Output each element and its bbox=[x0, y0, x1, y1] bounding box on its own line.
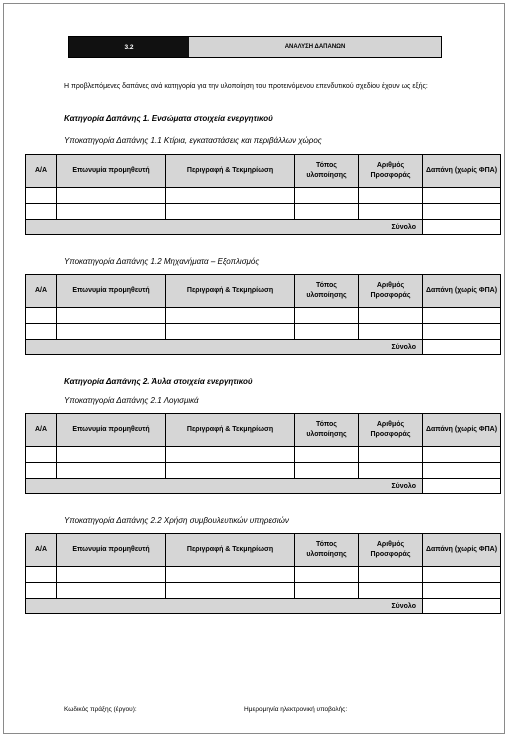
table-cell[interactable] bbox=[295, 308, 359, 324]
table-row bbox=[26, 188, 501, 204]
table-cell[interactable] bbox=[359, 308, 423, 324]
header-supplier: Επωνυμία προμηθευτή bbox=[57, 275, 166, 308]
header-offer-number: Αριθμός Προσφοράς bbox=[359, 534, 423, 567]
table-cell[interactable] bbox=[166, 324, 295, 340]
table-cell[interactable] bbox=[57, 463, 166, 479]
header-cost: Δαπάνη (χωρίς ΦΠΑ) bbox=[423, 155, 501, 188]
subcategory-heading-1-2: Υποκατηγορία Δαπάνης 1.2 Μηχανήματα – Εξοπλισμός bbox=[64, 257, 260, 266]
cost-table-2-2 bbox=[25, 533, 501, 614]
total-value-cell[interactable] bbox=[423, 340, 501, 355]
table-cell[interactable] bbox=[26, 308, 57, 324]
table-cell[interactable] bbox=[57, 447, 166, 463]
header-supplier: Επωνυμία προμηθευτή bbox=[57, 414, 166, 447]
total-label: Σύνολο bbox=[26, 599, 423, 614]
category-heading-1: Κατηγορία Δαπάνης 1. Ενσώματα στοιχεία ενεργητικού bbox=[64, 114, 273, 123]
table-cell[interactable] bbox=[295, 324, 359, 340]
total-label: Σύνολο bbox=[26, 479, 423, 494]
cost-table-1-2 bbox=[25, 274, 501, 355]
table-cell[interactable] bbox=[57, 324, 166, 340]
table-cell[interactable] bbox=[26, 447, 57, 463]
total-row bbox=[26, 220, 501, 235]
table-cell[interactable] bbox=[166, 567, 295, 583]
header-location: Τόπος υλοποίησης bbox=[295, 155, 359, 188]
table-cell[interactable] bbox=[57, 567, 166, 583]
table-row bbox=[26, 583, 501, 599]
cost-table-2-1 bbox=[25, 413, 501, 494]
table-row bbox=[26, 567, 501, 583]
header-description: Περιγραφή & Τεκμηρίωση bbox=[166, 275, 295, 308]
header-description: Περιγραφή & Τεκμηρίωση bbox=[166, 534, 295, 567]
table-cell[interactable] bbox=[57, 583, 166, 599]
header-cost: Δαπάνη (χωρίς ΦΠΑ) bbox=[423, 534, 501, 567]
table-header-row bbox=[26, 414, 501, 447]
table-cell[interactable] bbox=[166, 463, 295, 479]
header-supplier: Επωνυμία προμηθευτή bbox=[57, 155, 166, 188]
header-description: Περιγραφή & Τεκμηρίωση bbox=[166, 155, 295, 188]
table-cell[interactable] bbox=[166, 447, 295, 463]
section-title: ΑΝΑΛΥΣΗ ΔΑΠΑΝΩΝ bbox=[189, 37, 441, 57]
table-cell[interactable] bbox=[423, 308, 501, 324]
table-row bbox=[26, 324, 501, 340]
header-cost: Δαπάνη (χωρίς ΦΠΑ) bbox=[423, 275, 501, 308]
subcategory-heading-1-1: Υποκατηγορία Δαπάνης 1.1 Κτίρια, εγκαταστάσεις και περιβάλλων χώρος bbox=[64, 136, 322, 145]
header-description: Περιγραφή & Τεκμηρίωση bbox=[166, 414, 295, 447]
header-location: Τόπος υλοποίησης bbox=[295, 534, 359, 567]
total-row bbox=[26, 340, 501, 355]
submission-date-label: Ημερομηνία ηλεκτρονική υποβολής: bbox=[244, 706, 348, 713]
section-header bbox=[68, 36, 442, 58]
table-cell[interactable] bbox=[359, 447, 423, 463]
table-cell[interactable] bbox=[295, 204, 359, 220]
table-cell[interactable] bbox=[295, 583, 359, 599]
table-cell[interactable] bbox=[166, 188, 295, 204]
table-cell[interactable] bbox=[26, 463, 57, 479]
header-cost: Δαπάνη (χωρίς ΦΠΑ) bbox=[423, 414, 501, 447]
table-cell[interactable] bbox=[26, 567, 57, 583]
table-cell[interactable] bbox=[166, 583, 295, 599]
header-offer-number: Αριθμός Προσφοράς bbox=[359, 155, 423, 188]
total-value-cell[interactable] bbox=[423, 599, 501, 614]
table-cell[interactable] bbox=[295, 188, 359, 204]
table-cell[interactable] bbox=[57, 188, 166, 204]
table-cell[interactable] bbox=[26, 583, 57, 599]
table-cell[interactable] bbox=[359, 583, 423, 599]
table-cell[interactable] bbox=[423, 447, 501, 463]
table-header-row bbox=[26, 275, 501, 308]
table-cell[interactable] bbox=[359, 204, 423, 220]
table-cell[interactable] bbox=[26, 324, 57, 340]
section-number: 3.2 bbox=[69, 37, 189, 57]
table-cell[interactable] bbox=[359, 324, 423, 340]
project-code-label: Κωδικός πράξης (έργου): bbox=[64, 706, 137, 713]
table-cell[interactable] bbox=[423, 204, 501, 220]
subcategory-heading-2-2: Υποκατηγορία Δαπάνης 2.2 Χρήση συμβουλευτικών υπηρεσιών bbox=[64, 516, 289, 525]
header-aa: Α/Α bbox=[26, 534, 57, 567]
table-cell[interactable] bbox=[295, 463, 359, 479]
total-value-cell[interactable] bbox=[423, 220, 501, 235]
header-location: Τόπος υλοποίησης bbox=[295, 275, 359, 308]
table-row bbox=[26, 204, 501, 220]
table-row bbox=[26, 463, 501, 479]
subcategory-heading-2-1: Υποκατηγορία Δαπάνης 2.1 Λογισμικά bbox=[64, 396, 199, 405]
cost-table-1-1 bbox=[25, 154, 501, 235]
total-row bbox=[26, 479, 501, 494]
total-label: Σύνολο bbox=[26, 220, 423, 235]
table-header-row bbox=[26, 534, 501, 567]
header-location: Τόπος υλοποίησης bbox=[295, 414, 359, 447]
table-cell[interactable] bbox=[359, 567, 423, 583]
table-cell[interactable] bbox=[359, 188, 423, 204]
header-aa: Α/Α bbox=[26, 414, 57, 447]
table-cell[interactable] bbox=[423, 567, 501, 583]
header-aa: Α/Α bbox=[26, 275, 57, 308]
table-cell[interactable] bbox=[423, 188, 501, 204]
table-cell[interactable] bbox=[359, 463, 423, 479]
table-cell[interactable] bbox=[423, 324, 501, 340]
table-cell[interactable] bbox=[57, 204, 166, 220]
table-cell[interactable] bbox=[166, 308, 295, 324]
table-cell[interactable] bbox=[57, 308, 166, 324]
total-row bbox=[26, 599, 501, 614]
header-supplier: Επωνυμία προμηθευτή bbox=[57, 534, 166, 567]
table-cell[interactable] bbox=[423, 463, 501, 479]
table-cell[interactable] bbox=[26, 204, 57, 220]
table-row bbox=[26, 308, 501, 324]
table-row bbox=[26, 447, 501, 463]
header-offer-number: Αριθμός Προσφοράς bbox=[359, 414, 423, 447]
intro-text: Η προβλεπόμενες δαπάνες ανά κατηγορία για την υλοποίηση του προτεινόμενου επενδυτικού σχεδίου έχουν ως εξής: bbox=[64, 83, 428, 90]
category-heading-2: Κατηγορία Δαπάνης 2. Άυλα στοιχεία ενεργητικού bbox=[64, 377, 253, 386]
header-aa: Α/Α bbox=[26, 155, 57, 188]
table-header-row bbox=[26, 155, 501, 188]
table-cell[interactable] bbox=[166, 204, 295, 220]
page-border bbox=[3, 3, 505, 734]
header-offer-number: Αριθμός Προσφοράς bbox=[359, 275, 423, 308]
total-value-cell[interactable] bbox=[423, 479, 501, 494]
table-cell[interactable] bbox=[423, 583, 501, 599]
table-cell[interactable] bbox=[295, 447, 359, 463]
total-label: Σύνολο bbox=[26, 340, 423, 355]
table-cell[interactable] bbox=[26, 188, 57, 204]
table-cell[interactable] bbox=[295, 567, 359, 583]
